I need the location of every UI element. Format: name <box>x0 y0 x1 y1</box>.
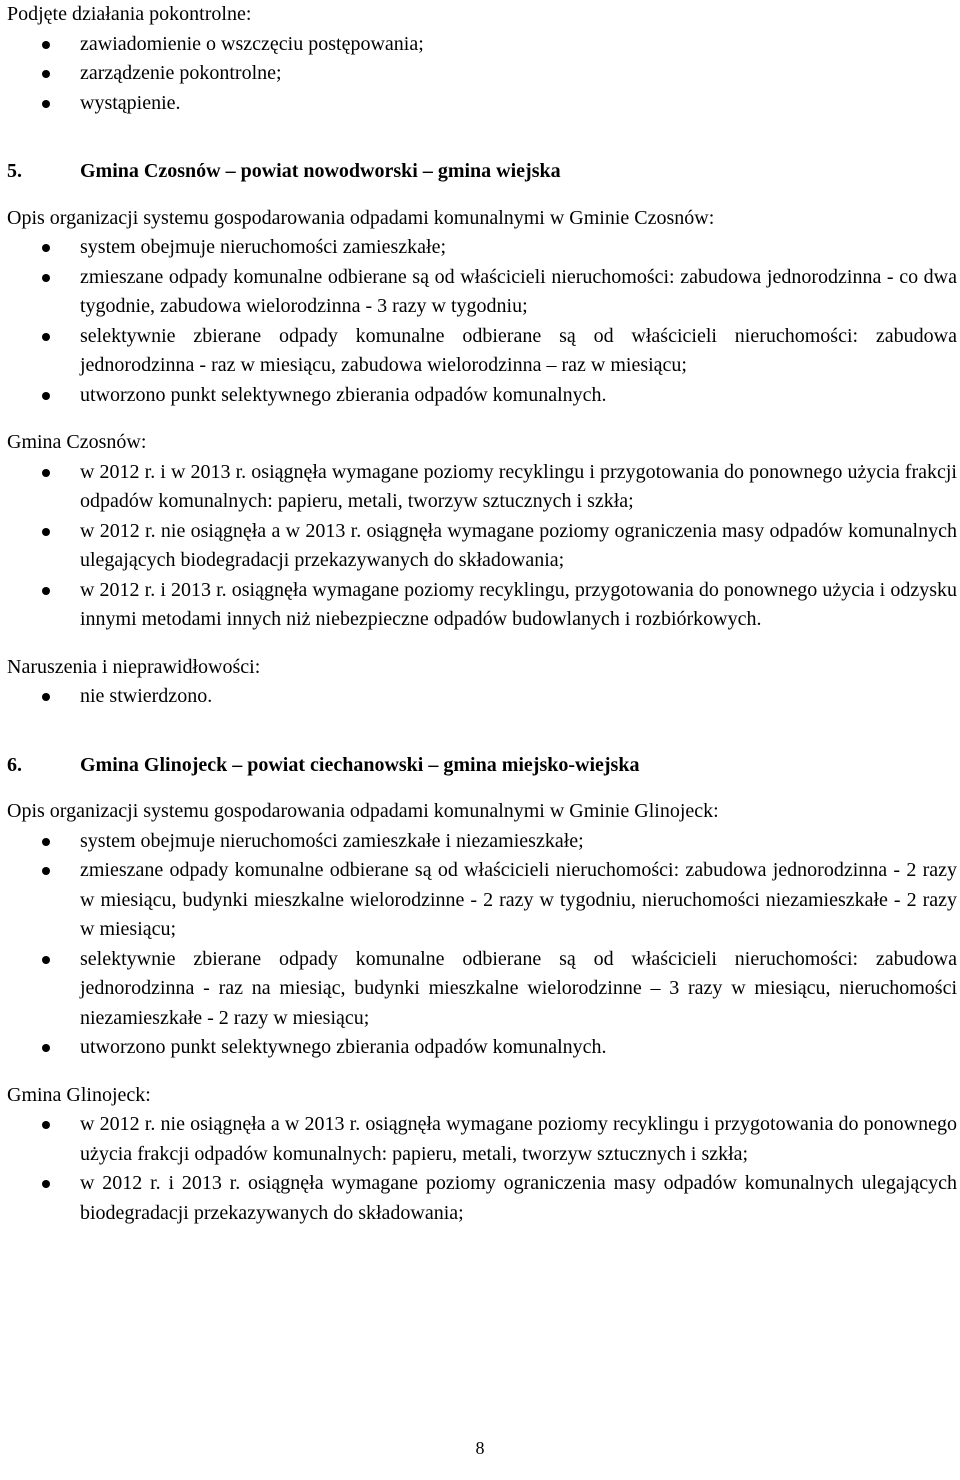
intro-list <box>7 30 957 119</box>
document-page <box>7 0 957 1228</box>
opis-label: Opis organizacji systemu gospodarowania odpadami komunalnymi w Gminie Glinojeck: <box>7 800 719 822</box>
list-item: wystąpienie. <box>7 89 957 119</box>
list-item: selektywnie zbierane odpady komunalne odbierane są od właścicieli nieruchomości: zabudowa jednorodzinna - raz na miesiąc, budynki mieszkalne wielorodzinne – 3 razy w miesiącu, nieruchomości niezamieszkałe - 2 razy w miesiącu; <box>7 945 957 1034</box>
section-title: Gmina Czosnów – powiat nowodworski – gmina wiejska <box>80 160 561 182</box>
gmina-label: Gmina Czosnów: <box>7 431 147 453</box>
opis-list <box>7 233 957 410</box>
naruszenia-list <box>7 682 957 712</box>
section-number: 6. <box>7 753 22 776</box>
list-item: system obejmuje nieruchomości zamieszkałe i niezamieszkałe; <box>7 827 957 857</box>
list-item: nie stwierdzono. <box>7 682 957 712</box>
list-item: w 2012 r. nie osiągnęła a w 2013 r. osiągnęła wymagane poziomy recyklingu i przygotowania do ponownego użycia frakcji odpadów komunalnych: papieru, metali, tworzyw sztucznych i szkła; <box>7 1110 957 1169</box>
opis-label: Opis organizacji systemu gospodarowania odpadami komunalnymi w Gminie Czosnów: <box>7 206 715 229</box>
list-item: zmieszane odpady komunalne odbierane są od właścicieli nieruchomości: zabudowa jednorodzinna - co dwa tygodnie, zabudowa wielorodzinna - 3 razy w tygodniu; <box>7 263 957 322</box>
opis-list <box>7 827 957 1063</box>
section-number: 5. <box>7 160 22 182</box>
page-number: 8 <box>475 1438 485 1458</box>
list-item: utworzono punkt selektywnego zbierania odpadów komunalnych. <box>7 381 957 411</box>
naruszenia-label: Naruszenia i nieprawidłowości: <box>7 655 261 678</box>
list-item: zawiadomienie o wszczęciu postępowania; <box>7 30 957 60</box>
gmina-list <box>7 458 957 635</box>
list-item: w 2012 r. i 2013 r. osiągnęła wymagane poziomy recyklingu, przygotowania do ponownego użycia i odzysku innymi metodami innych niż niebezpieczne odpadów budowlanych i rozbiórkowych. <box>7 576 957 635</box>
gmina-list <box>7 1110 957 1228</box>
list-item: w 2012 r. i 2013 r. osiągnęła wymagane poziomy ograniczenia masy odpadów komunalnych ulegających biodegradacji przekazywanych do składowania; <box>7 1169 957 1228</box>
list-item: utworzono punkt selektywnego zbierania odpadów komunalnych. <box>7 1033 957 1063</box>
list-item: w 2012 r. i w 2013 r. osiągnęła wymagane poziomy recyklingu i przygotowania do ponownego użycia frakcji odpadów komunalnych: papieru, metali, tworzyw sztucznych i szkła; <box>7 458 957 517</box>
list-item: selektywnie zbierane odpady komunalne odbierane są od właścicieli nieruchomości: zabudowa jednorodzinna - raz w miesiącu, zabudowa wielorodzinna – raz w miesiącu; <box>7 322 957 381</box>
list-item: zarządzenie pokontrolne; <box>7 59 957 89</box>
list-item: system obejmuje nieruchomości zamieszkałe; <box>7 233 957 263</box>
section-title: Gmina Glinojeck – powiat ciechanowski – gmina miejsko-wiejska <box>80 753 640 776</box>
gmina-label: Gmina Glinojeck: <box>7 1083 151 1106</box>
list-item: w 2012 r. nie osiągnęła a w 2013 r. osiągnęła wymagane poziomy ograniczenia masy odpadów komunalnych ulegających biodegradacji przekazywanych do składowania; <box>7 517 957 576</box>
list-item: zmieszane odpady komunalne odbierane są od właścicieli nieruchomości: zabudowa jednorodzinna - 2 razy w miesiącu, budynki mieszkalne wielorodzinne - 2 razy w tygodniu, nieruchomości niezamieszkałe - 2 razy w miesiącu; <box>7 856 957 945</box>
intro-label: Podjęte działania pokontrolne: <box>7 3 252 25</box>
section-heading-5 <box>7 157 957 187</box>
section-heading-6 <box>7 751 957 781</box>
